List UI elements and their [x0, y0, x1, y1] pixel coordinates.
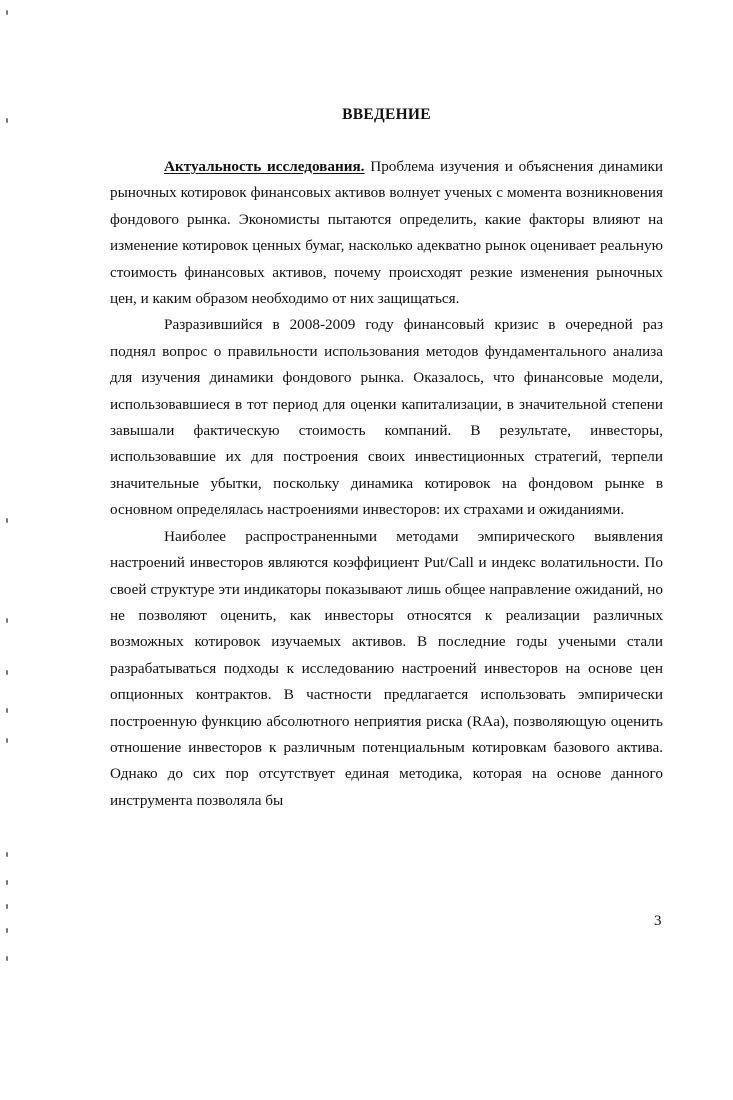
paragraph-methods: Наиболее распространенными методами эмпирического выявления настроений инвесторов являются коэффициент Put/Call и индекс волатильности. По своей структуре эти индикаторы показывают лишь общее направление ожиданий, но не позволяют оценить, как инвесторы относятся к реализации различных возможных котировок изучаемых активов. В последние годы учеными стали разрабатываться подходы к исследованию настроений инвесторов на основе цен опционных контрактов. В частности предлагается использовать эмпирически построенную функцию абсолютного неприятия риска (RAa), позволяющую оценить отношение инвесторов к различным потенциальным котировкам базового актива. Однако до сих пор отсутствует единая методика, которая на основе данного инструмента позволяла бы — [110, 527, 663, 809]
section-heading: ВВЕДЕНИЕ — [342, 106, 431, 123]
page-number: 3 — [654, 913, 662, 929]
scan-mark — [6, 708, 8, 713]
scan-mark — [6, 518, 8, 523]
scan-mark — [6, 956, 8, 961]
paragraph-text: Проблема изучения и объяснения динамики рыночных котировок финансовых активов волнует ученых с момента возникновения фондового рынка. Экономисты пытаются определить, какие факторы влияют на изменение котировок ценных бумаг, насколько адекватно рынок оценивает реальную стоимость финансовых активов, почему происходят резкие изменения рыночных цен, и каким образом необходимо от них защищаться. — [110, 158, 664, 308]
scan-mark — [6, 670, 8, 675]
relevance-lead: Актуальность исследования. — [164, 158, 365, 175]
body-text — [110, 154, 663, 814]
scan-mark — [6, 904, 8, 909]
scan-margin-marks — [0, 0, 20, 1100]
scan-mark — [6, 928, 8, 933]
paragraph-crisis: Разразившийся в 2008-2009 году финансовый кризис в очередной раз поднял вопрос о правильности использования методов фундаментального анализа для изучения динамики фондового рынка. Оказалось, что финансовые модели, использовавшиеся в тот период для оценки капитализации, в значительной степени завышали фактическую стоимость компаний. В результате, инвесторы, использовавшие их для построения своих инвестиционных стратегий, терпели значительные убытки, поскольку динамика котировок на фондовом рынке в основном определялась настроениями инвесторов: их страхами и ожиданиями. — [110, 316, 663, 519]
paragraph-relevance — [110, 154, 663, 312]
scan-mark — [6, 880, 8, 885]
scan-mark — [6, 852, 8, 857]
scan-mark — [6, 10, 8, 15]
scan-mark — [6, 618, 8, 623]
scan-mark — [6, 738, 8, 743]
